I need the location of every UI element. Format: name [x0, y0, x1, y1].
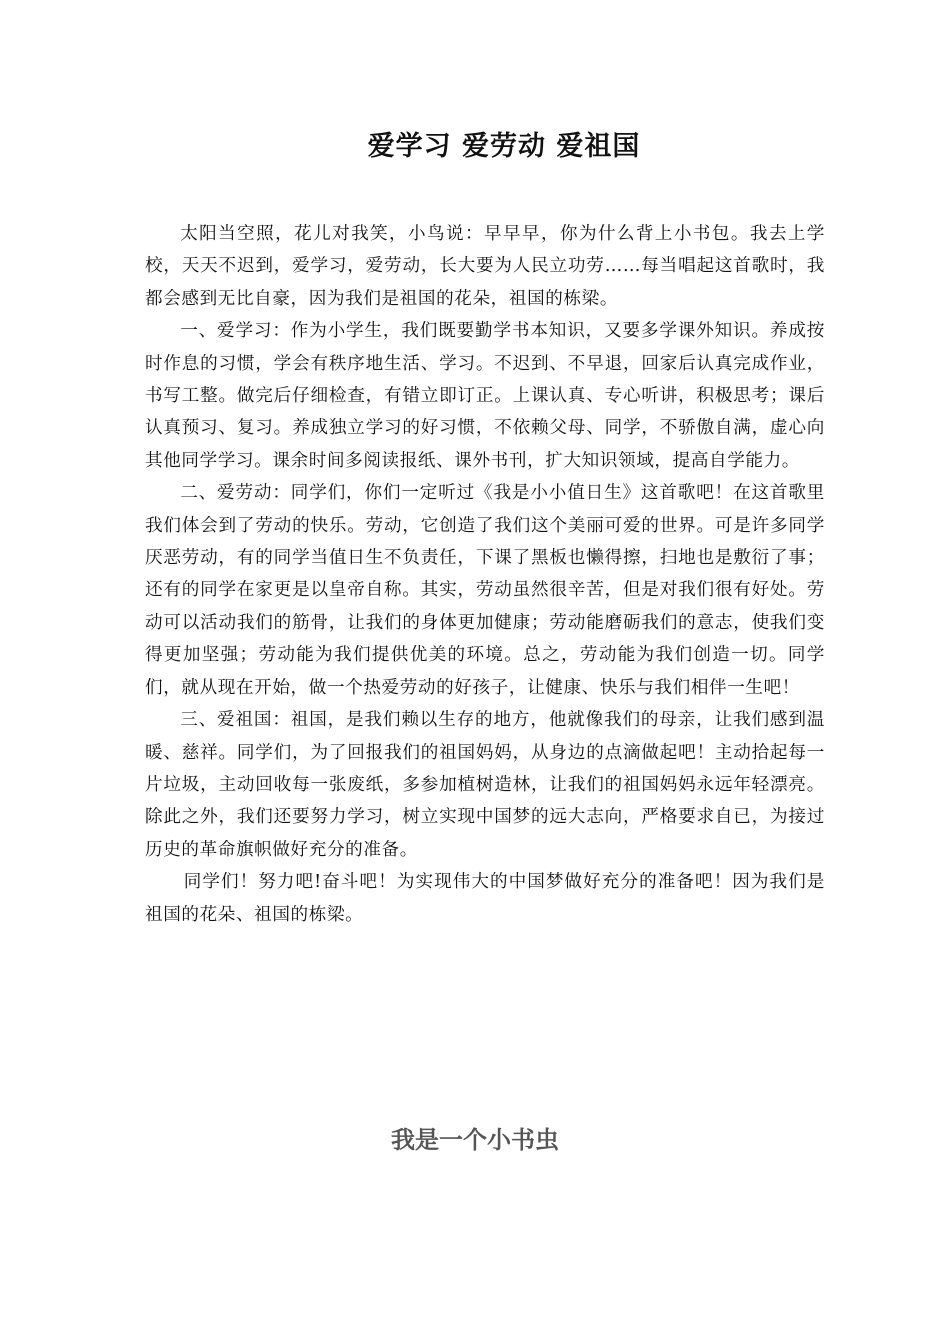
- paragraph-love-labor: 二、爱劳动：同学们，你们一定听过《我是小小值日生》这首歌吧！在这首歌里我们体会到了劳动的快乐。劳动，它创造了我们这个美丽可爱的世界。可是许多同学厌恶劳动，有的同学当值日生不负责任，下课了黑板也懒得擦，扫地也是敷衍了事；还有的同学在家更是以皇帝自称。其实，劳动虽然很辛苦，但是对我们很有好处。劳动可以活动我们的筋骨，让我们的身体更加健康；劳动能磨砺我们的意志，使我们变得更加坚强；劳动能为我们提供优美的环境。总之，劳动能为我们创造一切。同学们，就从现在开始，做一个热爱劳动的好孩子，让健康、快乐与我们相伴一生吧！: [145, 483, 825, 698]
- document-body: [145, 218, 825, 931]
- paragraph-love-country: 三、爱祖国：祖国，是我们赖以生存的地方，他就像我们的母亲，让我们感到温暖、慈祥。同学们，为了回报我们的祖国妈妈，从身边的点滴做起吧！主动拾起每一片垃圾，主动回收每一张废纸，多参加植树造林，让我们的祖国妈妈永远年轻漂亮。除此之外，我们还要努力学习，树立实现中国梦的远大志向，严格要求自已，为接过历史的革命旗帜做好充分的准备。: [145, 710, 825, 860]
- document-title: 爱学习 爱劳动 爱祖国: [367, 131, 641, 162]
- paragraph-intro: 太阳当空照，花儿对我笑，小鸟说：早早早，你为什么背上小书包。我去上学校，天天不迟到，爱学习，爱劳动，长大要为人民立功劳……每当唱起这首歌时，我都会感到无比自豪，因为我们是祖国的花朵，祖国的栋梁。: [145, 224, 825, 309]
- paragraph-closing: 同学们！努力吧!奋斗吧！为实现伟大的中国梦做好充分的准备吧！因为我们是祖国的花朵、祖国的栋梁。: [145, 872, 825, 925]
- paragraph-love-learning: 一、爱学习：作为小学生，我们既要勤学书本知识，又要多学课外知识。养成按时作息的习惯，学会有秩序地生活、学习。不迟到、不早退，回家后认真完成作业，书写工整。做完后仔细检查，有错立即订正。上课认真、专心听讲，积极思考；课后认真预习、复习。养成独立学习的好习惯，不依赖父母、同学，不骄傲自满，虚心向其他同学学习。课余时间多阅读报纸、课外书刊，扩大知识领域，提高自学能力。: [145, 321, 825, 471]
- next-article-title: 我是一个小书虫: [391, 1126, 559, 1154]
